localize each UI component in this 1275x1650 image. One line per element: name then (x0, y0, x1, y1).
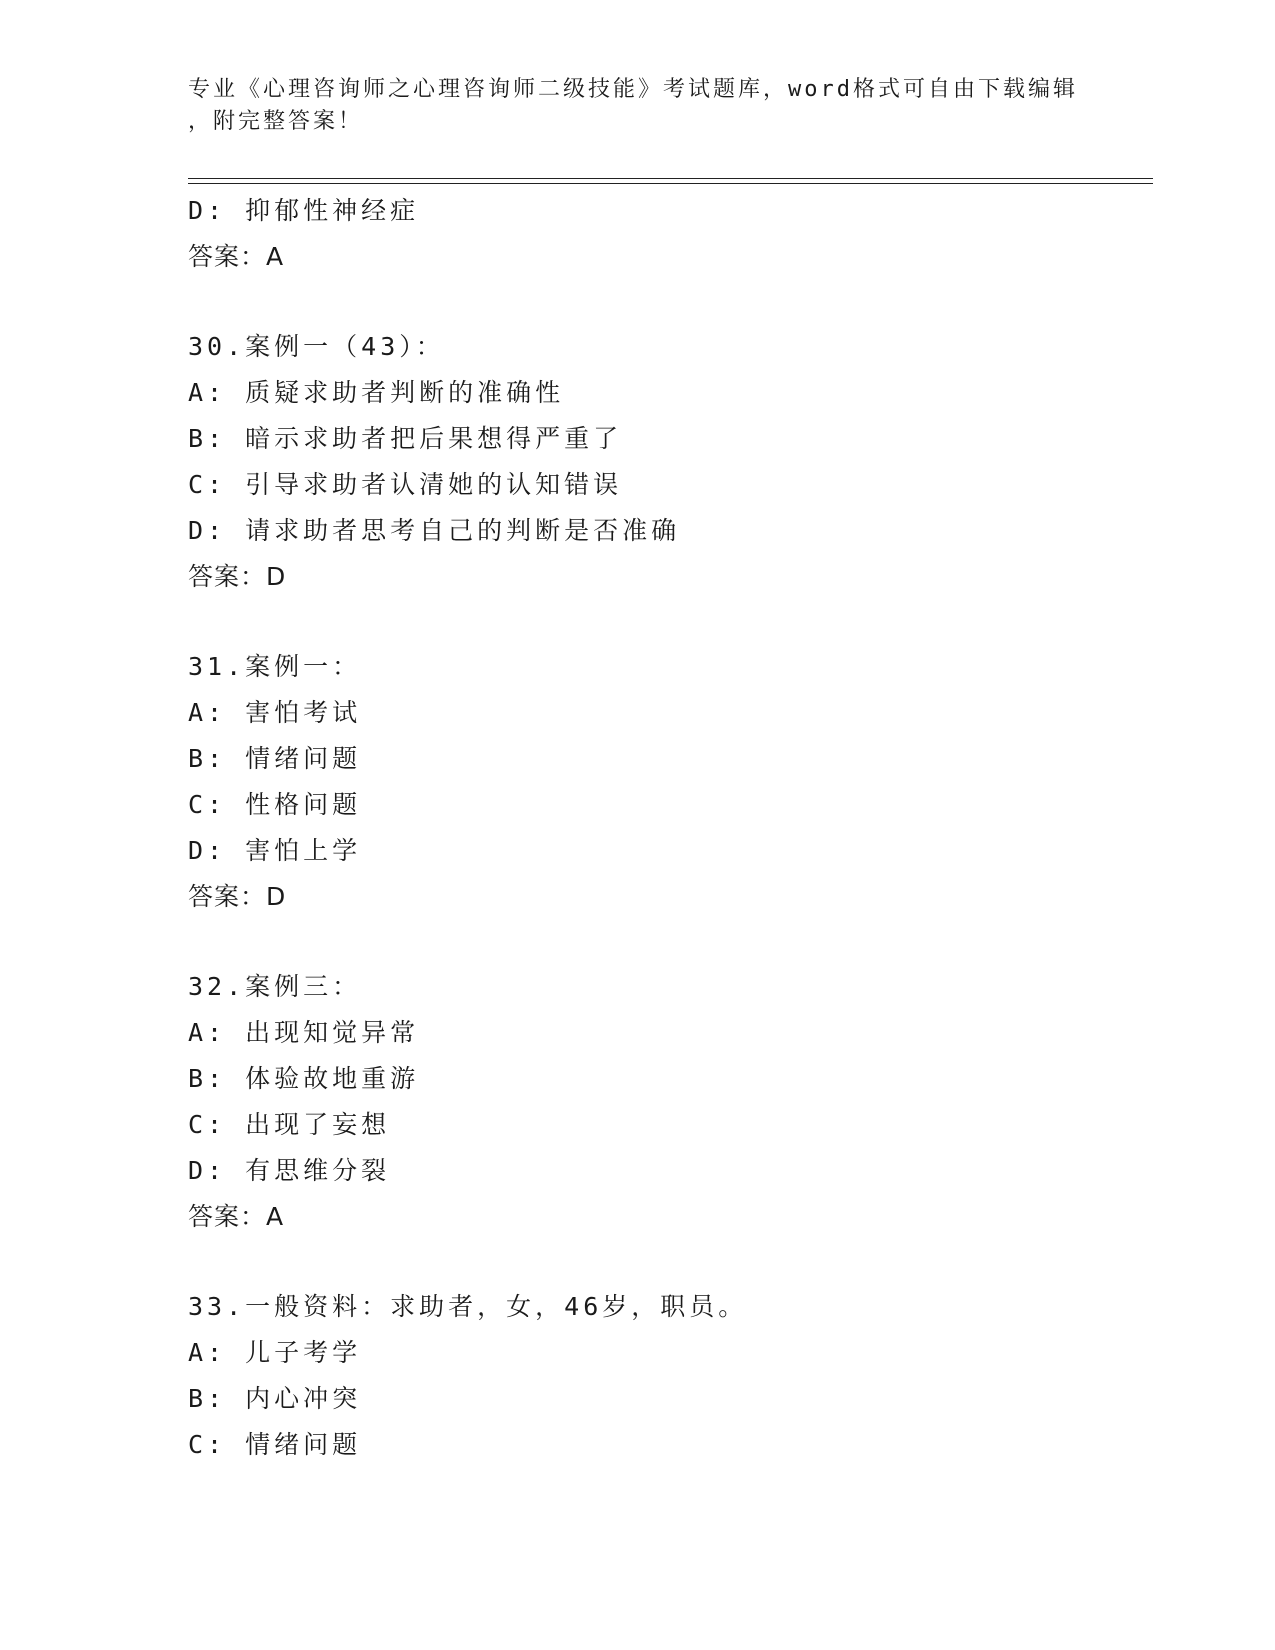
option-d: D: 抑郁性神经症 (188, 196, 420, 225)
option-b: B: 体验故地重游 (188, 1064, 420, 1093)
answer-line: 答案：A (188, 1202, 285, 1231)
spacer (188, 920, 1153, 964)
option-b: B: 情绪问题 (188, 744, 362, 773)
question-stem: 31.案例一： (188, 652, 362, 681)
carry-over-question (188, 188, 1153, 280)
spacer (188, 1240, 1153, 1284)
header-rule-top (188, 178, 1153, 179)
option-d: D: 请求助者思考自己的判断是否准确 (188, 516, 681, 545)
spacer (188, 280, 1153, 324)
question-30 (188, 324, 1153, 600)
question-33 (188, 1284, 1153, 1468)
option-c: C: 性格问题 (188, 790, 362, 819)
spacer (188, 600, 1153, 644)
option-a: A: 儿子考学 (188, 1338, 362, 1367)
header-line-2: ，附完整答案！ (188, 109, 364, 134)
document-header (188, 74, 1088, 138)
option-c: C: 引导求助者认清她的认知错误 (188, 470, 623, 499)
question-stem: 30.案例一（43）： (188, 332, 445, 361)
option-a: A: 出现知觉异常 (188, 1018, 420, 1047)
question-stem: 33.一般资料：求助者，女，46岁，职员。 (188, 1292, 748, 1321)
option-d: D: 有思维分裂 (188, 1156, 391, 1185)
answer-line: 答案：D (188, 562, 287, 591)
header-line-1: 专业《心理咨询师之心理咨询师二级技能》考试题库，word格式可自由下载编辑 (188, 77, 1078, 102)
question-list (188, 188, 1153, 1468)
answer-line: 答案：D (188, 882, 287, 911)
question-stem: 32.案例三： (188, 972, 362, 1001)
question-31 (188, 644, 1153, 920)
header-rule-bottom (188, 183, 1153, 184)
option-d: D: 害怕上学 (188, 836, 362, 865)
option-c: C: 出现了妄想 (188, 1110, 391, 1139)
option-c: C: 情绪问题 (188, 1430, 362, 1459)
option-b: B: 内心冲突 (188, 1384, 362, 1413)
answer-line: 答案：A (188, 242, 285, 271)
option-b: B: 暗示求助者把后果想得严重了 (188, 424, 623, 453)
question-32 (188, 964, 1153, 1240)
option-a: A: 质疑求助者判断的准确性 (188, 378, 565, 407)
option-a: A: 害怕考试 (188, 698, 362, 727)
